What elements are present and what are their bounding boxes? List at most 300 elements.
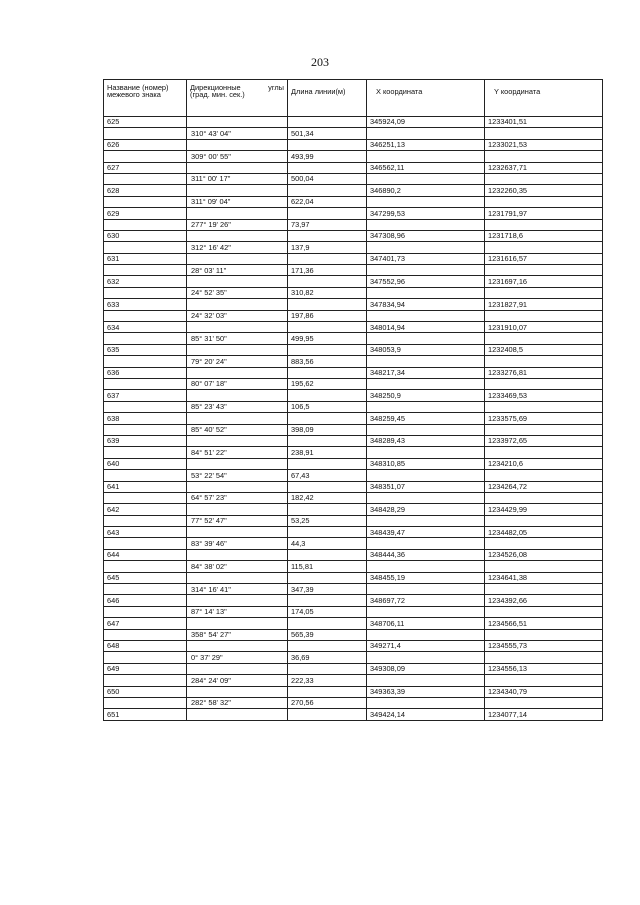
header-point-name-line1: Название (номер) <box>107 83 169 92</box>
empty-cell <box>187 367 288 378</box>
line-length-cell: 222,33 <box>288 675 367 686</box>
empty-cell <box>367 401 485 412</box>
empty-cell <box>288 435 367 446</box>
empty-cell <box>367 219 485 230</box>
empty-cell <box>288 367 367 378</box>
point-name-cell: 636 <box>104 367 187 378</box>
empty-cell <box>187 504 288 515</box>
empty-cell <box>104 629 187 640</box>
header-direction-angle-word1: Дирекционные <box>190 83 241 92</box>
empty-cell <box>485 128 603 139</box>
segment-row <box>104 606 603 617</box>
line-length-cell: 500,04 <box>288 173 367 184</box>
empty-cell <box>187 527 288 538</box>
direction-angle-cell: 79° 20' 24" <box>187 356 288 367</box>
empty-cell <box>104 173 187 184</box>
y-coordinate-cell: 1234641,38 <box>485 572 603 583</box>
point-row <box>104 504 603 515</box>
segment-row <box>104 378 603 389</box>
x-coordinate-cell: 348310,85 <box>367 458 485 469</box>
segment-row <box>104 242 603 253</box>
direction-angle-cell: 80° 07' 18" <box>187 378 288 389</box>
empty-cell <box>288 413 367 424</box>
x-coordinate-cell: 345924,09 <box>367 117 485 128</box>
empty-cell <box>288 709 367 720</box>
direction-angle-cell: 284° 24' 09" <box>187 675 288 686</box>
point-row <box>104 390 603 401</box>
y-coordinate-cell: 1234555,73 <box>485 640 603 651</box>
line-length-cell: 36,69 <box>288 652 367 663</box>
x-coordinate-cell: 347308,96 <box>367 230 485 241</box>
direction-angle-cell: 85° 31' 50" <box>187 333 288 344</box>
y-coordinate-cell: 1233021,53 <box>485 139 603 150</box>
point-row <box>104 367 603 378</box>
line-length-cell: 195,62 <box>288 378 367 389</box>
y-coordinate-cell: 1233276,81 <box>485 367 603 378</box>
empty-cell <box>104 242 187 253</box>
point-name-cell: 646 <box>104 595 187 606</box>
point-name-cell: 635 <box>104 344 187 355</box>
page-number: 203 <box>311 55 329 69</box>
direction-angle-cell: 64° 57' 23" <box>187 492 288 503</box>
direction-angle-cell: 83° 39' 46" <box>187 538 288 549</box>
point-row <box>104 595 603 606</box>
x-coordinate-cell: 348259,45 <box>367 413 485 424</box>
empty-cell <box>288 504 367 515</box>
empty-cell <box>485 378 603 389</box>
x-coordinate-cell: 348351,07 <box>367 481 485 492</box>
point-name-cell: 648 <box>104 640 187 651</box>
y-coordinate-cell: 1231718,6 <box>485 230 603 241</box>
line-length-cell: 106,5 <box>288 401 367 412</box>
empty-cell <box>104 424 187 435</box>
empty-cell <box>485 265 603 276</box>
y-coordinate-cell: 1234392,66 <box>485 595 603 606</box>
point-row <box>104 185 603 196</box>
empty-cell <box>485 470 603 481</box>
line-length-cell: 270,56 <box>288 697 367 708</box>
direction-angle-cell: 85° 40' 52" <box>187 424 288 435</box>
empty-cell <box>104 333 187 344</box>
x-coordinate-cell: 349308,09 <box>367 663 485 674</box>
segment-row <box>104 652 603 663</box>
empty-cell <box>187 458 288 469</box>
point-name-cell: 643 <box>104 527 187 538</box>
point-name-cell: 647 <box>104 618 187 629</box>
empty-cell <box>367 151 485 162</box>
empty-cell <box>485 675 603 686</box>
y-coordinate-cell: 1234556,13 <box>485 663 603 674</box>
empty-cell <box>288 299 367 310</box>
point-row <box>104 663 603 674</box>
empty-cell <box>104 151 187 162</box>
empty-cell <box>367 515 485 526</box>
point-row <box>104 162 603 173</box>
segment-row <box>104 173 603 184</box>
empty-cell <box>485 401 603 412</box>
x-coordinate-cell: 348697,72 <box>367 595 485 606</box>
line-length-cell: 347,39 <box>288 584 367 595</box>
point-name-cell: 642 <box>104 504 187 515</box>
empty-cell <box>288 686 367 697</box>
x-coordinate-cell: 349271,4 <box>367 640 485 651</box>
empty-cell <box>288 162 367 173</box>
point-row <box>104 276 603 287</box>
y-coordinate-cell: 1231827,91 <box>485 299 603 310</box>
x-coordinate-cell: 346890,2 <box>367 185 485 196</box>
segment-row <box>104 310 603 321</box>
empty-cell <box>367 470 485 481</box>
empty-cell <box>485 173 603 184</box>
line-length-cell: 565,39 <box>288 629 367 640</box>
point-name-cell: 630 <box>104 230 187 241</box>
empty-cell <box>485 697 603 708</box>
empty-cell <box>288 276 367 287</box>
empty-cell <box>485 561 603 572</box>
point-row <box>104 117 603 128</box>
empty-cell <box>187 117 288 128</box>
y-coordinate-cell: 1234264,72 <box>485 481 603 492</box>
empty-cell <box>187 299 288 310</box>
empty-cell <box>485 242 603 253</box>
direction-angle-cell: 84° 38' 02" <box>187 561 288 572</box>
empty-cell <box>367 447 485 458</box>
y-coordinate-cell: 1234526,08 <box>485 549 603 560</box>
line-length-cell: 238,91 <box>288 447 367 458</box>
boundary-coordinates-table <box>103 79 603 721</box>
point-row <box>104 344 603 355</box>
segment-row <box>104 265 603 276</box>
empty-cell <box>104 401 187 412</box>
x-coordinate-cell: 349424,14 <box>367 709 485 720</box>
segment-row <box>104 584 603 595</box>
point-name-cell: 638 <box>104 413 187 424</box>
empty-cell <box>367 584 485 595</box>
empty-cell <box>187 663 288 674</box>
point-row <box>104 527 603 538</box>
segment-row <box>104 287 603 298</box>
empty-cell <box>104 128 187 139</box>
point-row <box>104 299 603 310</box>
y-coordinate-cell: 1232637,71 <box>485 162 603 173</box>
y-coordinate-cell: 1234429,99 <box>485 504 603 515</box>
direction-angle-cell: 358° 54' 27" <box>187 629 288 640</box>
line-length-cell: 197,86 <box>288 310 367 321</box>
empty-cell <box>288 640 367 651</box>
empty-cell <box>485 606 603 617</box>
line-length-cell: 493,99 <box>288 151 367 162</box>
point-name-cell: 649 <box>104 663 187 674</box>
direction-angle-cell: 282° 58' 32" <box>187 697 288 708</box>
x-coordinate-cell: 348428,29 <box>367 504 485 515</box>
point-row <box>104 572 603 583</box>
empty-cell <box>288 230 367 241</box>
point-row <box>104 618 603 629</box>
segment-row <box>104 424 603 435</box>
direction-angle-cell: 77° 52' 47" <box>187 515 288 526</box>
direction-angle-cell: 0° 37' 29" <box>187 652 288 663</box>
segment-row <box>104 561 603 572</box>
empty-cell <box>485 584 603 595</box>
point-row <box>104 481 603 492</box>
point-name-cell: 634 <box>104 322 187 333</box>
empty-cell <box>288 663 367 674</box>
direction-angle-cell: 53° 22' 54" <box>187 470 288 481</box>
y-coordinate-cell: 1232260,35 <box>485 185 603 196</box>
line-length-cell: 182,42 <box>288 492 367 503</box>
empty-cell <box>187 413 288 424</box>
empty-cell <box>485 196 603 207</box>
point-name-cell: 650 <box>104 686 187 697</box>
point-name-cell: 633 <box>104 299 187 310</box>
empty-cell <box>288 322 367 333</box>
empty-cell <box>288 344 367 355</box>
point-row <box>104 640 603 651</box>
segment-row <box>104 492 603 503</box>
empty-cell <box>104 287 187 298</box>
direction-angle-cell: 87° 14' 13" <box>187 606 288 617</box>
segment-row <box>104 333 603 344</box>
empty-cell <box>485 515 603 526</box>
x-coordinate-cell: 348250,9 <box>367 390 485 401</box>
direction-angle-cell: 309° 00' 55" <box>187 151 288 162</box>
header-y-label: Y координата <box>494 87 541 96</box>
segment-row <box>104 219 603 230</box>
y-coordinate-cell: 1231910,07 <box>485 322 603 333</box>
x-coordinate-cell: 348455,19 <box>367 572 485 583</box>
empty-cell <box>367 265 485 276</box>
point-name-cell: 640 <box>104 458 187 469</box>
empty-cell <box>485 219 603 230</box>
point-row <box>104 208 603 219</box>
point-row <box>104 435 603 446</box>
empty-cell <box>104 584 187 595</box>
empty-cell <box>367 287 485 298</box>
empty-cell <box>367 675 485 686</box>
point-name-cell: 639 <box>104 435 187 446</box>
segment-row <box>104 447 603 458</box>
line-length-cell: 53,25 <box>288 515 367 526</box>
empty-cell <box>485 447 603 458</box>
empty-cell <box>288 595 367 606</box>
x-coordinate-cell: 346251,13 <box>367 139 485 150</box>
x-coordinate-cell: 348053,9 <box>367 344 485 355</box>
x-coordinate-cell: 349363,39 <box>367 686 485 697</box>
empty-cell <box>187 390 288 401</box>
point-name-cell: 644 <box>104 549 187 560</box>
empty-cell <box>288 208 367 219</box>
x-coordinate-cell: 347401,73 <box>367 253 485 264</box>
empty-cell <box>485 492 603 503</box>
y-coordinate-cell: 1231791,97 <box>485 208 603 219</box>
y-coordinate-cell: 1234210,6 <box>485 458 603 469</box>
empty-cell <box>485 538 603 549</box>
direction-angle-cell: 28° 03' 11" <box>187 265 288 276</box>
point-name-cell: 651 <box>104 709 187 720</box>
line-length-cell: 622,04 <box>288 196 367 207</box>
empty-cell <box>367 242 485 253</box>
empty-cell <box>367 697 485 708</box>
point-row <box>104 413 603 424</box>
empty-cell <box>104 219 187 230</box>
point-name-cell: 625 <box>104 117 187 128</box>
header-point-name <box>104 80 187 117</box>
line-length-cell: 171,36 <box>288 265 367 276</box>
x-coordinate-cell: 347834,94 <box>367 299 485 310</box>
empty-cell <box>104 447 187 458</box>
empty-cell <box>104 378 187 389</box>
line-length-cell: 174,05 <box>288 606 367 617</box>
point-name-cell: 645 <box>104 572 187 583</box>
point-row <box>104 458 603 469</box>
point-name-cell: 632 <box>104 276 187 287</box>
line-length-cell: 44,3 <box>288 538 367 549</box>
line-length-cell: 137,9 <box>288 242 367 253</box>
empty-cell <box>367 538 485 549</box>
empty-cell <box>187 185 288 196</box>
empty-cell <box>104 470 187 481</box>
point-row <box>104 253 603 264</box>
empty-cell <box>485 151 603 162</box>
empty-cell <box>288 139 367 150</box>
empty-cell <box>367 378 485 389</box>
y-coordinate-cell: 1231697,16 <box>485 276 603 287</box>
empty-cell <box>367 310 485 321</box>
y-coordinate-cell: 1234566,51 <box>485 618 603 629</box>
empty-cell <box>367 652 485 663</box>
y-coordinate-cell: 1234482,05 <box>485 527 603 538</box>
line-length-cell: 883,56 <box>288 356 367 367</box>
point-name-cell: 629 <box>104 208 187 219</box>
line-length-cell: 499,95 <box>288 333 367 344</box>
empty-cell <box>187 595 288 606</box>
direction-angle-cell: 311° 09' 04" <box>187 196 288 207</box>
line-length-cell: 115,81 <box>288 561 367 572</box>
empty-cell <box>104 310 187 321</box>
point-row <box>104 139 603 150</box>
empty-cell <box>367 629 485 640</box>
segment-row <box>104 629 603 640</box>
x-coordinate-cell: 347552,96 <box>367 276 485 287</box>
y-coordinate-cell: 1233972,65 <box>485 435 603 446</box>
segment-row <box>104 196 603 207</box>
empty-cell <box>104 492 187 503</box>
direction-angle-cell: 312° 16' 42" <box>187 242 288 253</box>
empty-cell <box>367 128 485 139</box>
empty-cell <box>485 629 603 640</box>
segment-row <box>104 515 603 526</box>
empty-cell <box>288 390 367 401</box>
y-coordinate-cell: 1233401,51 <box>485 117 603 128</box>
empty-cell <box>187 481 288 492</box>
empty-cell <box>187 208 288 219</box>
x-coordinate-cell: 347299,53 <box>367 208 485 219</box>
x-coordinate-cell: 348289,43 <box>367 435 485 446</box>
segment-row <box>104 470 603 481</box>
empty-cell <box>485 333 603 344</box>
table-body <box>104 117 603 721</box>
point-name-cell: 628 <box>104 185 187 196</box>
header-x-coordinate <box>367 80 485 117</box>
empty-cell <box>288 572 367 583</box>
line-length-cell: 73,97 <box>288 219 367 230</box>
direction-angle-cell: 24° 52' 35" <box>187 287 288 298</box>
x-coordinate-cell: 348444,36 <box>367 549 485 560</box>
empty-cell <box>187 322 288 333</box>
empty-cell <box>485 424 603 435</box>
empty-cell <box>187 686 288 697</box>
direction-angle-cell: 310° 43' 04" <box>187 128 288 139</box>
x-coordinate-cell: 348217,34 <box>367 367 485 378</box>
empty-cell <box>187 139 288 150</box>
segment-row <box>104 356 603 367</box>
empty-cell <box>104 265 187 276</box>
point-row <box>104 709 603 720</box>
header-line-length: Длина линии(м) <box>288 80 367 117</box>
empty-cell <box>187 162 288 173</box>
empty-cell <box>104 196 187 207</box>
point-row <box>104 322 603 333</box>
empty-cell <box>187 276 288 287</box>
line-length-cell: 501,34 <box>288 128 367 139</box>
x-coordinate-cell: 348439,47 <box>367 527 485 538</box>
empty-cell <box>367 173 485 184</box>
point-name-cell: 637 <box>104 390 187 401</box>
x-coordinate-cell: 348706,11 <box>367 618 485 629</box>
empty-cell <box>104 561 187 572</box>
empty-cell <box>288 253 367 264</box>
empty-cell <box>485 652 603 663</box>
y-coordinate-cell: 1233469,53 <box>485 390 603 401</box>
direction-angle-cell: 311° 00' 17" <box>187 173 288 184</box>
segment-row <box>104 128 603 139</box>
empty-cell <box>288 549 367 560</box>
empty-cell <box>187 572 288 583</box>
empty-cell <box>187 709 288 720</box>
empty-cell <box>104 515 187 526</box>
empty-cell <box>104 538 187 549</box>
point-row <box>104 230 603 241</box>
point-row <box>104 686 603 697</box>
empty-cell <box>288 481 367 492</box>
header-y-coordinate <box>485 80 603 117</box>
header-direction-angle <box>187 80 288 117</box>
line-length-cell: 310,82 <box>288 287 367 298</box>
segment-row <box>104 151 603 162</box>
direction-angle-cell: 24° 32' 03" <box>187 310 288 321</box>
empty-cell <box>367 356 485 367</box>
empty-cell <box>104 675 187 686</box>
x-coordinate-cell: 346562,11 <box>367 162 485 173</box>
empty-cell <box>485 310 603 321</box>
direction-angle-cell: 85° 23' 43" <box>187 401 288 412</box>
y-coordinate-cell: 1231616,57 <box>485 253 603 264</box>
empty-cell <box>104 356 187 367</box>
segment-row <box>104 675 603 686</box>
empty-cell <box>288 117 367 128</box>
point-name-cell: 631 <box>104 253 187 264</box>
empty-cell <box>367 492 485 503</box>
header-direction-angle-units: (град. мин. сек.) <box>190 90 245 100</box>
x-coordinate-cell: 348014,94 <box>367 322 485 333</box>
empty-cell <box>187 253 288 264</box>
header-point-name-line2: межевого знака <box>107 90 161 100</box>
empty-cell <box>288 458 367 469</box>
empty-cell <box>104 652 187 663</box>
y-coordinate-cell: 1234077,14 <box>485 709 603 720</box>
point-name-cell: 626 <box>104 139 187 150</box>
y-coordinate-cell: 1232408,5 <box>485 344 603 355</box>
